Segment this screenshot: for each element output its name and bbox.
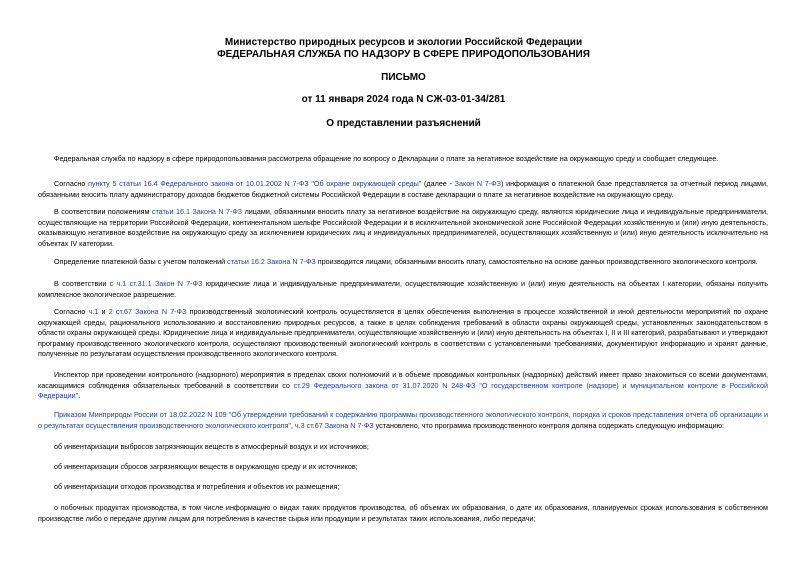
text-fragment: .: [78, 391, 81, 401]
law-248fz-article-29-link[interactable]: ст.29 Федерального закона от 31.07.2020 N 248-ФЗ "О государственном контроле (надзоре) и муниципальном контроле в Российской Федерации": [38, 380, 768, 401]
paragraph-text: Федеральная служба по надзору в сфере природопользования рассмотрела обращение по вопросу о Декларации о плате за негативное воздействие на окружающую среду и сообщает следующее.: [54, 154, 719, 163]
document-subject: О представлении разъяснений: [326, 118, 481, 129]
law-7fz-link[interactable]: Закон N 7-ФЗ: [454, 179, 501, 188]
law-7fz-article-67-part-3-link[interactable]: ч.3 ст.67 Закона N 7-ФЗ: [294, 420, 374, 430]
text-fragment: (далее -: [421, 179, 455, 188]
law-7fz-article-67-part-2-link[interactable]: 2 ст.67 Закона N 7-ФЗ: [108, 307, 187, 316]
service-name: ФЕДЕРАЛЬНАЯ СЛУЖБА ПО НАДЗОРУ В СФЕРЕ ПРИРОДОПОЛЬЗОВАНИЯ: [217, 49, 590, 60]
text-fragment: установлено, что программа производственного контроля должна содержать следующую информацию:: [373, 420, 724, 430]
document-type: ПИСЬМО: [381, 72, 426, 83]
list-item-discharges: [38, 462, 768, 473]
list-item-text: об инвентаризации отходов производства и потребления и объектов их размещения;: [54, 482, 340, 491]
list-item-text: об инвентаризации сбросов загрязняющих веществ в окружающую среду и их источников;: [54, 462, 358, 471]
list-item-waste: [38, 482, 768, 493]
law-7fz-article-16-1-link[interactable]: статьи 16.1 Закона N 7-ФЗ: [151, 207, 243, 216]
paragraph-production-control: [38, 307, 768, 360]
law-7fz-article-31-1-link[interactable]: ч.1 ст.31.1 Закон N 7-ФЗ: [116, 279, 203, 288]
text-fragment: ,: [290, 420, 295, 430]
list-item-text: о побочных продуктах производства, в том числе информацию о видах таких продуктов производства, об объемах их образования, о дате их образования, планируемых сроках использования в собственном производстве либо о передаче другим лицам для потребления в качестве сырья или продукции и результатах таких использования, либо передачи;: [38, 503, 768, 523]
text-fragment: Определение платежной базы с учетом положений: [54, 257, 228, 266]
law-7fz-article-67-part-1-link[interactable]: ч.1: [88, 307, 99, 316]
paragraph-inspector: [38, 370, 768, 402]
text-fragment: и: [98, 307, 109, 316]
law-7fz-article-16-2-link[interactable]: статьи 16.2 Закона N 7-ФЗ: [227, 257, 316, 266]
paragraph-payers: [38, 207, 768, 249]
list-item-emissions: [38, 442, 768, 453]
paragraph-determination: [38, 257, 768, 268]
ministry-name: Министерство природных ресурсов и экологии Российской Федерации: [224, 37, 583, 48]
paragraph-integrated-permit: [38, 279, 768, 300]
text-fragment: производственный экологический контроль осуществляется в целях обеспечения выполнения в процессе хозяйственной и иной деятельности мероприятий по охране окружающей среды, рационального использованию и восстановлению природных ресурсов, а также в целях соблюдения требований в области охраны окружающей среды, установленных законодательством в области охраны окружающей среды. Юридические лица и индивидуальные предприниматели, осуществляющие хозяйственную и (или) иную деятельность на объектах I, II и III категорий, разрабатывают и утверждают программу производственного экологического контроля, осуществляют производственный экологический контроль в соответствии с установленными требованиями, документируют информацию и хранят данные, полученные по результатам осуществления производственного экологического контроля.: [38, 307, 768, 359]
text-fragment: ) информация о платежной базе представляется за отчетный период лицами, обязанными вносить плату администратору доходов бюджетов бюджетной системы Российской Федерации в составе декларации о плате за негативное воздействие на окружающую среду.: [38, 179, 769, 199]
text-fragment: В соответствии с: [54, 279, 117, 288]
list-item-by-products: [38, 503, 768, 524]
text-fragment: Инспектор при проведении контрольного (надзорного) мероприятия в пределах своих полномочий и в объеме проводимых контрольных (надзорных) действий имеет право знакомиться со всеми документами, касающимися соблюдения обязательных требований в соответствии со: [38, 370, 768, 390]
law-7fz-article-16-4-link[interactable]: пункту 5 статьи 16.4 Федерального закона от 10.01.2002 N 7-ФЗ "Об охране окружающей среды": [88, 179, 422, 188]
order-minprirody-109-link[interactable]: Приказом Минприроды России от 18.02.2022 N 109 "Об утверждении требований к содержанию программы производственного экологического контроля, порядка и сроков представления отчета об организации и о результатах осуществления производственного экологического контроля": [38, 410, 768, 430]
paragraph-program-requirements: [38, 410, 768, 431]
text-fragment: В соответствии положениям: [54, 207, 152, 216]
text-fragment: лицами, обязанными вносить плату за негативное воздействие на окружающую среду, являются юридические лица и индивидуальные предприниматели, осуществляющие на территории Российской Федерации, континентальном шельфе Российской Федерации и в исключительной экономической зоне Российской Федерации хозяйственную и (или) иную деятельность, оказывающую негативное воздействие на окружающую среду за исключением юридических лиц и индивидуальных предпринимателей, осуществляющих хозяйственную и (или) иную деятельность исключительно на объектах IV категории.: [38, 207, 769, 248]
paragraph-intro: [38, 154, 768, 165]
text-fragment: юридические лица и индивидуальные предприниматели, осуществляющие хозяйственную и (или) иную деятельность на объектах I категории, обязаны получить комплексное экологическое разрешение.: [38, 279, 769, 299]
text-fragment: Согласно: [54, 179, 89, 188]
paragraph-payment-base: [38, 179, 768, 200]
text-fragment: Согласно: [54, 307, 89, 316]
list-item-text: об инвентаризации выбросов загрязняющих веществ в атмосферный воздух и их источников;: [54, 442, 369, 451]
document-date: от 11 января 2024 года N СЖ-03-01-34/281: [301, 94, 506, 105]
text-fragment: производится лицами, обязанными вносить плату, самостоятельно на основе данных производственного экологического контроля.: [315, 257, 758, 266]
